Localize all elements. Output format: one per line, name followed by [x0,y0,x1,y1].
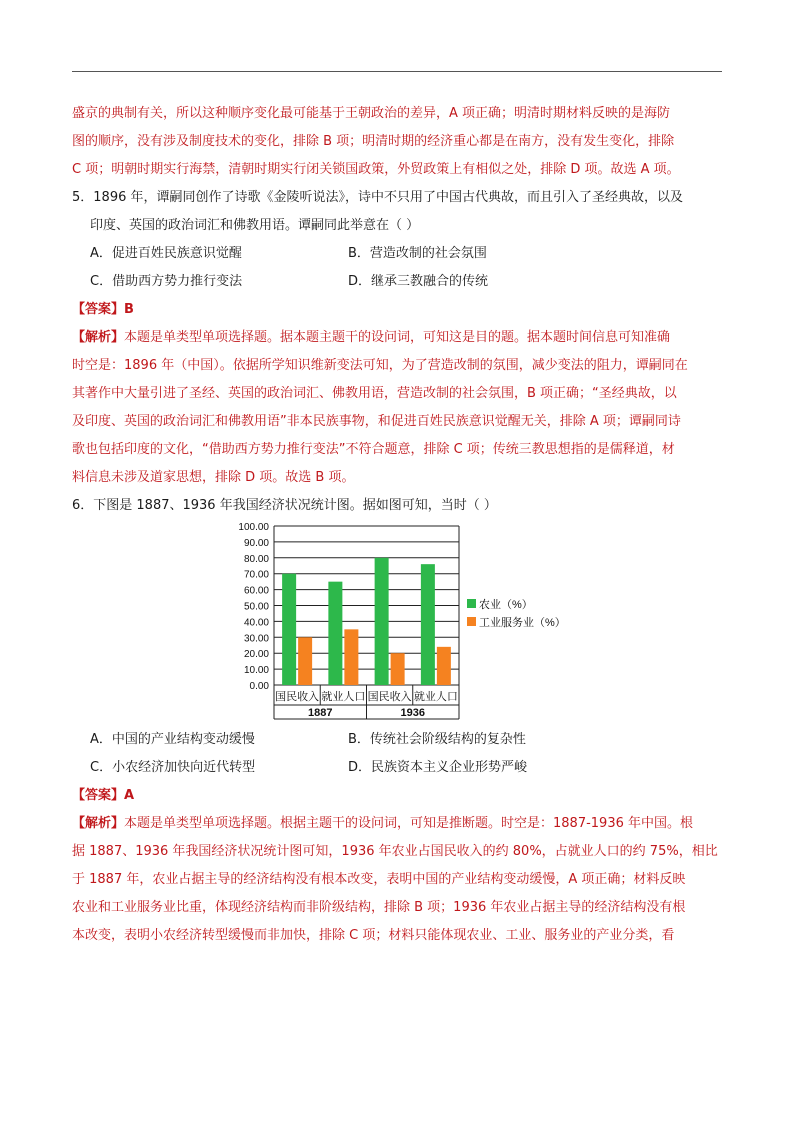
y-tick-label: 90.00 [243,537,269,549]
y-tick-label: 70.00 [243,569,269,581]
legend-label: 工业服务业（%） [479,617,566,629]
q6-analysis-line: 据 1887、1936 年我国经济状况统计图可知，1936 年农业占国民收入的约 80%，占就业人口的约 75%，相比 [72,844,718,859]
q5-analysis-text: 本题是单类型单项选择题。据本题主题干的设问词，可知这是目的题。据本题时间信息可知准确 [124,330,671,345]
q6-option-b: B．传统社会阶级结构的复杂性 [348,732,526,747]
y-tick-label: 40.00 [243,617,269,629]
bar-industry-service [298,637,312,685]
bar-agriculture [375,558,389,685]
y-tick-label: 80.00 [243,553,269,565]
legend-label: 农业（%） [479,599,533,611]
q6-stem: 6．下图是 1887、1936 年我国经济状况统计图。据如图可知，当时（ ） [72,498,497,513]
q5-analysis-line: 料信息未涉及道家思想，排除 D 项。故选 B 项。 [72,470,355,485]
category-label: 国民收入 [367,691,412,703]
bar-industry-service [437,647,451,685]
q5-options-row [72,240,724,268]
prev-analysis-line: 盛京的典制有关，所以这种顺序变化最可能基于王朝政治的差异，A 项正确；明清时期材料反映的是海防 [72,106,671,121]
q6-analysis-line: 农业和工业服务业比重，体现经济结构而非阶级结构，排除 B 项；1936 年农业占据主导的经济结构没有根 [72,900,686,915]
q5-analysis-line: 及印度、英国的政治词汇和佛教用语”非本民族事物，和促进百姓民族意识觉醒无关，排除 A 项；谭嗣同诗 [72,414,681,429]
bar-agriculture [328,582,342,685]
category-label: 就业人口 [413,691,458,703]
q5-analysis-line: 时空是：1896 年（中国）。依据所学知识维新变法可知，为了营造改制的氛围，减少变法的阻力，谭嗣同在 [72,358,688,373]
group-label: 1936 [400,707,425,719]
q6-answer-tag: 【答案】 [72,788,125,803]
prev-analysis-line: 图的顺序，没有涉及制度技术的变化，排除 B 项；明清时期的经济重心都是在南方，没有发生变化，排除 [72,134,675,149]
q5-answer-value: B [124,302,134,317]
category-label: 国民收入 [275,691,320,703]
header-rule [72,71,722,72]
y-tick-label: 60.00 [243,585,269,597]
y-tick-label: 20.00 [243,649,269,661]
q5-analysis-line: 其著作中大量引进了圣经、英国的政治词汇、佛教用语，营造改制的社会氛围，B 项正确；“圣经典故，以 [72,386,677,401]
y-tick-label: 0.00 [249,681,269,692]
q6-analysis-line: 本改变，表明小农经济转型缓慢而非加快，排除 C 项；材料只能体现农业、工业、服务业的产业分类，看 [72,928,675,943]
q5-answer [72,296,724,324]
q5-analysis-tag: 【解析】 [72,330,125,345]
q6-options-row [72,726,724,754]
y-tick-label: 50.00 [243,601,269,613]
q6-option-a: A．中国的产业结构变动缓慢 [90,732,255,747]
y-tick-label: 10.00 [243,665,269,677]
prev-analysis-line: C 项；明朝时期实行海禁，清朝时期实行闭关锁国政策，外贸政策上有相似之处，排除 D 项。故选 A 项。 [72,162,680,177]
legend-swatch [467,617,476,626]
q5-option-b: B．营造改制的社会氛围 [348,246,487,261]
q6-options-row [72,754,724,782]
y-tick-label: 100.00 [238,522,269,533]
q6-analysis-line: 于 1887 年，农业占据主导的经济结构没有根本改变，表明中国的产业结构变动缓慢，A 项正确；材料反映 [72,872,686,887]
legend-swatch [467,599,476,608]
q6-analysis-tag: 【解析】 [72,816,125,831]
q5-analysis-line [72,324,724,352]
page-content [72,100,724,950]
q6-answer-value: A [124,788,135,803]
bar-agriculture [282,574,296,685]
economy-chart [72,520,724,726]
category-label: 就业人口 [321,691,366,703]
bar-industry-service [344,629,358,685]
q6-option-d: D．民族资本主义企业形势严峻 [348,760,528,775]
q5-option-a: A．促进百姓民族意识觉醒 [90,246,242,261]
q5-stem-cont: 印度、英国的政治词汇和佛教用语。谭嗣同此举意在（ ） [90,218,420,233]
q5-analysis-line: 歌也包括印度的文化，“借助西方势力推行变法”不符合题意，排除 C 项；传统三教思想指的是儒释道，材 [72,442,675,457]
q6-analysis-line [72,810,724,838]
q5-option-d: D．继承三教融合的传统 [348,274,489,289]
q6-analysis-text: 本题是单类型单项选择题。根据主题干的设问词，可知是推断题。时空是：1887-1936 年中国。根 [124,816,694,831]
q6-answer [72,782,724,810]
economy-chart-svg [72,520,724,726]
q6-option-c: C．小农经济加快向近代转型 [90,760,256,775]
q5-option-c: C．借助西方势力推行变法 [90,274,243,289]
q5-stem: 5．1896 年，谭嗣同创作了诗歌《金陵听说法》，诗中不只用了中国古代典故，而且引入了圣经典故，以及 [72,190,683,205]
bar-agriculture [421,564,435,685]
q5-options-row [72,268,724,296]
q5-answer-tag: 【答案】 [72,302,125,317]
bar-industry-service [391,653,405,685]
group-label: 1887 [308,707,333,719]
y-tick-label: 30.00 [243,633,269,645]
